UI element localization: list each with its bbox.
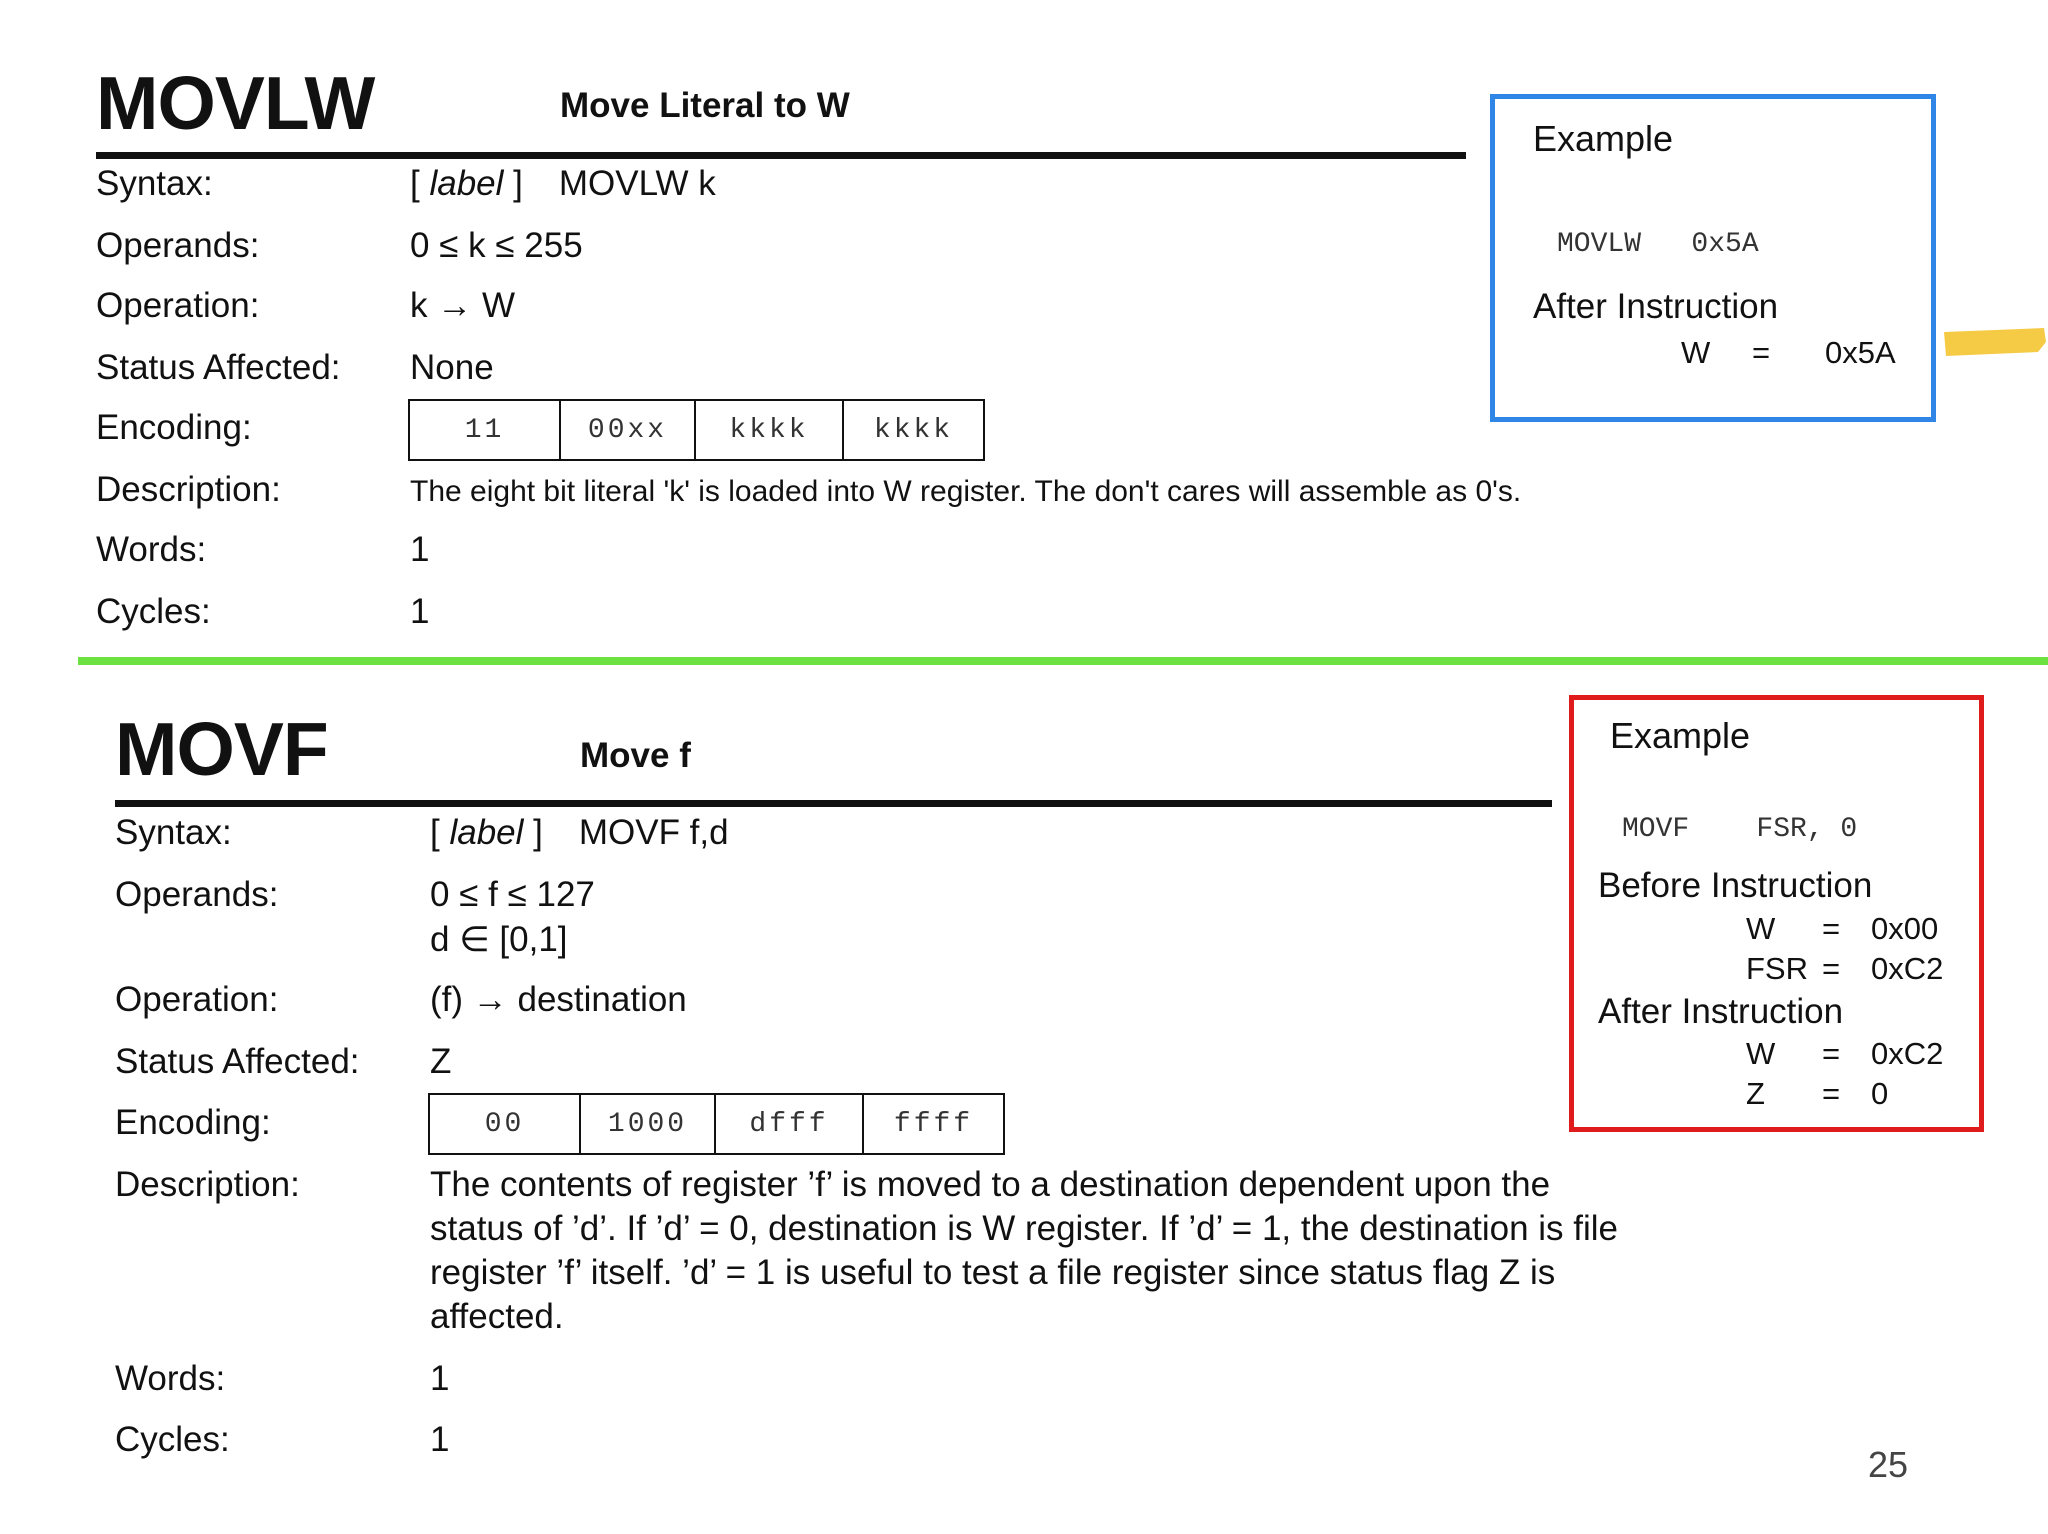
encoding-cell: 00	[430, 1095, 581, 1153]
syntax-label-word: label	[429, 164, 504, 203]
movf-syntax-value	[430, 811, 729, 855]
movlw-status-label: Status Affected:	[96, 348, 341, 387]
movf-after-eq: =	[1822, 1036, 1841, 1071]
movf-operation-label: Operation:	[115, 980, 279, 1019]
movf-example-title: Example	[1610, 715, 1751, 756]
encoding-cell: 1000	[581, 1095, 716, 1153]
movf-title: Move f	[580, 736, 691, 775]
movlw-example-box	[1490, 94, 1936, 422]
page-number: 25	[1868, 1444, 1909, 1485]
movlw-operands-value: 0 ≤ k ≤ 255	[410, 226, 583, 265]
encoding-cell: dfff	[716, 1095, 864, 1153]
movlw-words-value: 1	[410, 530, 430, 569]
movlw-mnemonic: MOVLW	[96, 61, 375, 145]
movlw-syntax-value	[410, 162, 716, 206]
movf-example-box	[1569, 695, 1984, 1132]
movf-words-value: 1	[430, 1359, 450, 1398]
movlw-status-value: None	[410, 348, 494, 387]
movf-after-reg: Z	[1746, 1076, 1765, 1111]
movlw-after-reg: W	[1681, 335, 1711, 370]
syntax-open-bracket: [	[410, 164, 430, 203]
encoding-cell: kkkk	[696, 401, 844, 459]
movf-example-code: MOVF FSR, 0	[1622, 814, 1858, 845]
movf-status-value: Z	[430, 1042, 452, 1081]
movlw-words-label: Words:	[96, 530, 207, 569]
movf-operation-value: (f) → destination	[430, 980, 687, 1019]
movf-mnemonic: MOVF	[115, 707, 328, 791]
movlw-description-value: The eight bit literal 'k' is loaded into W register. The don't cares will assemble as 0's.	[410, 475, 1522, 508]
movf-after-val: 0xC2	[1871, 1036, 1944, 1071]
encoding-cell: 11	[410, 401, 561, 459]
movf-operands-label: Operands:	[115, 875, 279, 914]
movlw-operation-value: k → W	[410, 286, 515, 325]
movf-cycles-label: Cycles:	[115, 1420, 230, 1459]
movlw-operation-label: Operation:	[96, 286, 260, 325]
syntax-label-word: label	[449, 813, 524, 852]
movlw-example-title: Example	[1533, 118, 1674, 159]
movlw-example-code: MOVLW 0x5A	[1557, 229, 1759, 260]
movf-before-val: 0x00	[1871, 911, 1939, 946]
syntax-close-bracket: ]	[523, 813, 543, 852]
movf-before-reg: W	[1746, 911, 1776, 946]
movf-before-reg: FSR	[1746, 951, 1808, 986]
movf-words-label: Words:	[115, 1359, 226, 1398]
syntax-instruction: MOVLW k	[558, 164, 716, 203]
movlw-title: Move Literal to W	[560, 86, 850, 125]
section-separator	[78, 657, 2048, 665]
movf-encoding-label: Encoding:	[115, 1103, 271, 1142]
movf-after-reg: W	[1746, 1036, 1776, 1071]
movlw-title-rule	[96, 152, 1466, 159]
highlight-marker-icon	[1940, 322, 2048, 362]
encoding-cell: 00xx	[561, 401, 696, 459]
syntax-close-bracket: ]	[503, 164, 523, 203]
movlw-after-eq: =	[1752, 335, 1771, 370]
movlw-after-val: 0x5A	[1825, 335, 1896, 370]
movf-after-label: After Instruction	[1598, 992, 1844, 1031]
movf-syntax-label: Syntax:	[115, 813, 232, 852]
movf-status-label: Status Affected:	[115, 1042, 360, 1081]
movf-before-val: 0xC2	[1871, 951, 1944, 986]
movlw-encoding-label: Encoding:	[96, 408, 252, 447]
movlw-syntax-label: Syntax:	[96, 164, 213, 203]
syntax-instruction: MOVF f,d	[578, 813, 729, 852]
movf-description-label: Description:	[115, 1165, 300, 1204]
movf-description-value: The contents of register ’f’ is moved to a destination dependent upon the status of ’d’. If ’d’ = 0, destination is W register. If ’d’ = 1, the destination is file register ’f’ itself. ’d’ = 1 is useful to test a file register since status flag Z is affected.	[430, 1165, 1619, 1336]
movf-encoding-table	[428, 1093, 1005, 1155]
movf-operands-value-2: d ∈ [0,1]	[430, 920, 568, 959]
movf-cycles-value: 1	[430, 1420, 450, 1459]
movlw-encoding-table	[408, 399, 985, 461]
movf-before-eq: =	[1822, 911, 1841, 946]
movlw-cycles-label: Cycles:	[96, 592, 211, 631]
movlw-after-label: After Instruction	[1533, 287, 1779, 326]
movlw-operands-label: Operands:	[96, 226, 260, 265]
movf-before-eq: =	[1822, 951, 1841, 986]
movlw-cycles-value: 1	[410, 592, 430, 631]
movf-operands-value-1: 0 ≤ f ≤ 127	[430, 875, 595, 914]
movf-title-rule	[115, 800, 1552, 807]
movf-after-eq: =	[1822, 1076, 1841, 1111]
movf-after-val: 0	[1871, 1076, 1889, 1111]
encoding-cell: kkkk	[873, 414, 954, 446]
movlw-description-label: Description:	[96, 470, 281, 509]
syntax-open-bracket: [	[430, 813, 450, 852]
encoding-cell: ffff	[893, 1108, 974, 1140]
movf-before-label: Before Instruction	[1598, 866, 1873, 905]
